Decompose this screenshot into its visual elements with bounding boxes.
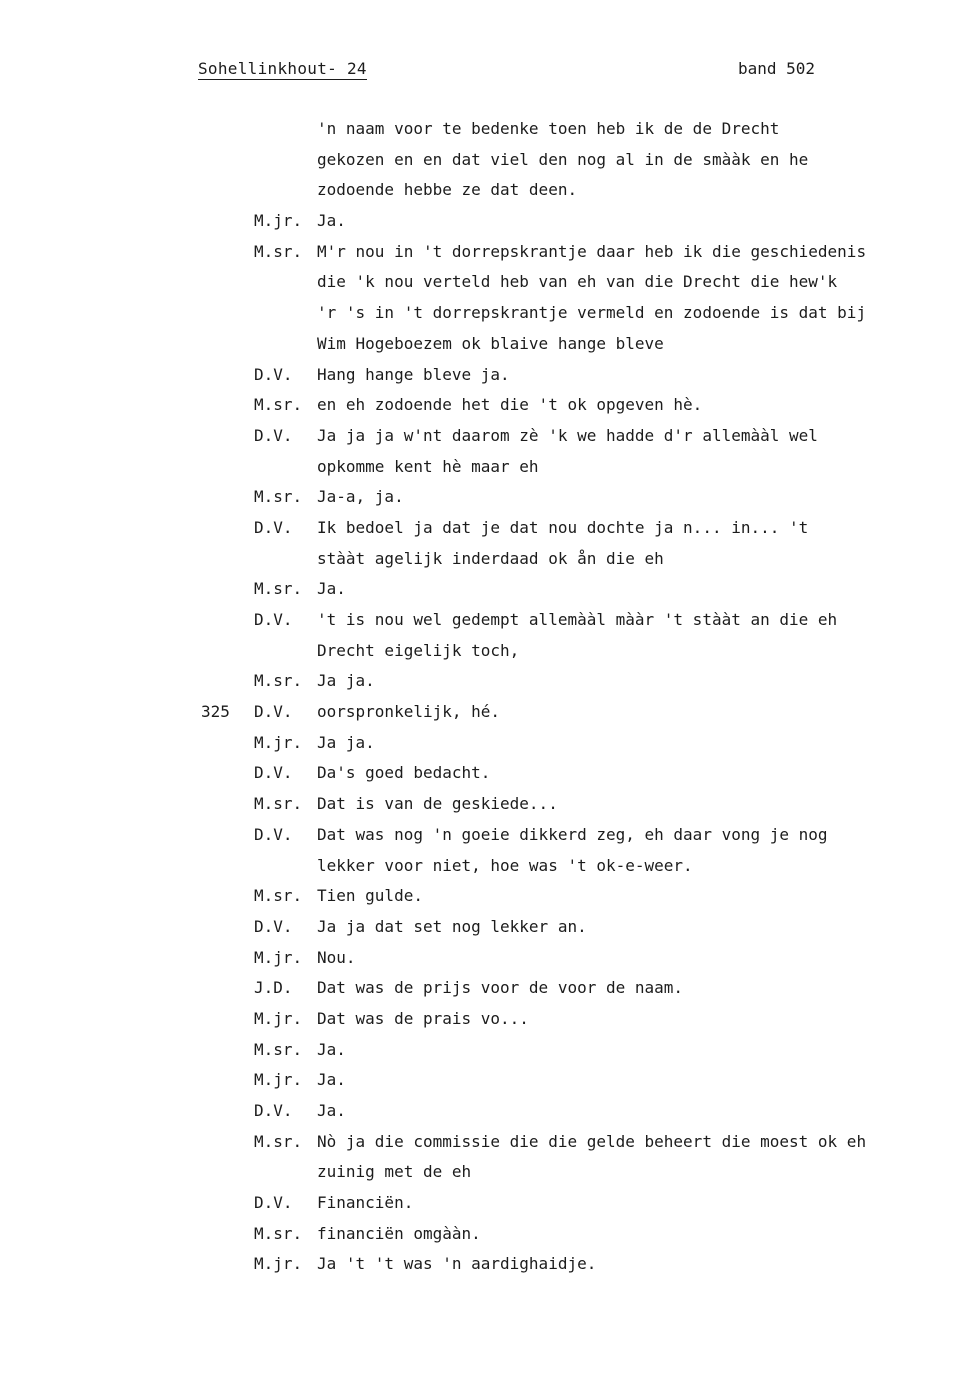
- utterance-text: Ja ja.: [317, 732, 375, 752]
- utterance-text: Hang hange bleve ja.: [317, 364, 510, 384]
- transcript-line: [0, 118, 979, 149]
- utterance-text: Dat was de prais vo...: [317, 1008, 529, 1028]
- transcript-line: [0, 486, 979, 517]
- speaker-label: D.V.: [254, 824, 293, 844]
- transcript-line: [0, 517, 979, 548]
- speaker-label: D.V.: [254, 1193, 293, 1213]
- speaker-label: M.sr.: [254, 1223, 303, 1243]
- transcript-line: [0, 609, 979, 640]
- utterance-text: Ja-a, ja.: [317, 487, 404, 507]
- speaker-label: M.jr.: [254, 947, 303, 967]
- utterance-text: Da's goed bedacht.: [317, 763, 491, 783]
- utterance-text: Dat is van de geskiede...: [317, 794, 558, 814]
- transcript-line: [0, 149, 979, 180]
- transcript-line: [0, 1161, 979, 1192]
- speaker-label: D.V.: [254, 763, 293, 783]
- transcript-line: [0, 241, 979, 272]
- document-title: Sohellinkhout- 24: [198, 59, 367, 78]
- utterance-text: Ja.: [317, 1039, 346, 1059]
- speaker-label: D.V.: [254, 364, 293, 384]
- utterance-text: Ja.: [317, 1070, 346, 1090]
- transcript-line: [0, 855, 979, 886]
- transcript-line: [0, 578, 979, 609]
- speaker-label: M.sr.: [254, 1039, 303, 1059]
- utterance-text: Ja.: [317, 211, 346, 231]
- speaker-label: D.V.: [254, 916, 293, 936]
- transcript-line: [0, 916, 979, 947]
- utterance-text: Drecht eigelijk toch,: [317, 640, 520, 660]
- utterance-text: Tien gulde.: [317, 886, 423, 906]
- transcript-line: [0, 670, 979, 701]
- speaker-label: M.sr.: [254, 487, 303, 507]
- utterance-text: Dat was nog 'n goeie dikkerd zeg, eh daar vong je nog: [317, 824, 828, 844]
- utterance-text: Financiën.: [317, 1193, 414, 1213]
- line-number: 325: [201, 702, 230, 722]
- utterance-text: Nou.: [317, 947, 356, 967]
- utterance-text: en eh zodoende het die 't ok opgeven hè.: [317, 395, 703, 415]
- transcript-line: [0, 548, 979, 579]
- speaker-label: M.jr.: [254, 732, 303, 752]
- transcript-line: [0, 179, 979, 210]
- utterance-text: die 'k nou verteld heb van eh van die Drecht die hew'k: [317, 272, 838, 292]
- transcript-line: [0, 456, 979, 487]
- utterance-text: Ja ja dat set nog lekker an.: [317, 916, 587, 936]
- transcript-line: [0, 640, 979, 671]
- utterance-text: Ja 't 't was 'n aardighaidje.: [317, 1254, 597, 1274]
- utterance-text: oorspronkelijk, hé.: [317, 702, 501, 722]
- speaker-label: M.jr.: [254, 1070, 303, 1090]
- transcript-line: [0, 1069, 979, 1100]
- speaker-label: M.sr.: [254, 579, 303, 599]
- utterance-text: Ik bedoel ja dat je dat nou dochte ja n... in... 't: [317, 517, 809, 537]
- transcript-lines: [0, 118, 979, 1284]
- speaker-label: D.V.: [254, 610, 293, 629]
- transcript-line: [0, 1131, 979, 1162]
- transcript-line: [0, 364, 979, 395]
- tape-number: band 502: [738, 59, 816, 78]
- speaker-label: M.jr.: [254, 1008, 303, 1028]
- utterance-text: gekozen en en dat viel den nog al in de smààk en he: [317, 149, 809, 169]
- utterance-text: 'n naam voor te bedenke toen heb ik de de Drecht: [317, 119, 780, 138]
- speaker-label: M.sr.: [254, 886, 303, 906]
- transcript-line: [0, 394, 979, 425]
- speaker-label: M.sr.: [254, 1131, 303, 1151]
- transcript-line: [0, 947, 979, 978]
- speaker-label: M.sr.: [254, 671, 303, 691]
- speaker-label: M.jr.: [254, 211, 303, 231]
- utterance-text: M'r nou in 't dorrepskrantje daar heb ik die geschiedenis: [317, 241, 867, 261]
- transcript-line: [0, 885, 979, 916]
- utterance-text: Ja ja.: [317, 671, 375, 691]
- utterance-text: Ja ja ja w'nt daarom zè 'k we hadde d'r allemààl wel: [317, 425, 818, 445]
- transcript-line: [0, 271, 979, 302]
- transcript-line: [0, 762, 979, 793]
- utterance-text: 't is nou wel gedempt allemààl mààr 't stààt an die eh: [317, 610, 838, 629]
- transcript-line: [0, 425, 979, 456]
- transcript-line: [0, 1100, 979, 1131]
- speaker-label: M.sr.: [254, 395, 303, 415]
- transcript-line: [0, 1223, 979, 1254]
- speaker-label: D.V.: [254, 517, 293, 537]
- transcript-line: [0, 701, 979, 732]
- transcript-line: [0, 977, 979, 1008]
- utterance-text: Ja.: [317, 1101, 346, 1120]
- transcript-line: [0, 302, 979, 333]
- transcript-line: [0, 1192, 979, 1223]
- utterance-text: stààt agelijk inderdaad ok ån die eh: [317, 548, 664, 568]
- transcript-line: [0, 1008, 979, 1039]
- transcript-line: [0, 1039, 979, 1070]
- utterance-text: lekker voor niet, hoe was 't ok-e-weer.: [317, 855, 693, 875]
- transcript-line: [0, 1253, 979, 1284]
- transcript-line: [0, 333, 979, 364]
- utterance-text: opkomme kent hè maar eh: [317, 456, 539, 476]
- utterance-text: 'r 's in 't dorrepskrantje vermeld en zodoende is dat bij: [317, 303, 867, 323]
- utterance-text: Wim Hogeboezem ok blaive hange bleve: [317, 333, 664, 353]
- speaker-label: D.V.: [254, 425, 293, 445]
- utterance-text: zuinig met de eh: [317, 1162, 472, 1182]
- speaker-label: D.V.: [254, 702, 293, 722]
- speaker-label: M.sr.: [254, 241, 303, 261]
- utterance-text: zodoende hebbe ze dat deen.: [317, 180, 578, 200]
- utterance-text: Ja.: [317, 579, 346, 599]
- transcript-line: [0, 793, 979, 824]
- utterance-text: financiën omgààn.: [317, 1223, 481, 1243]
- speaker-label: D.V.: [254, 1101, 293, 1120]
- speaker-label: J.D.: [254, 978, 293, 998]
- utterance-text: Dat was de prijs voor de voor de naam.: [317, 978, 684, 998]
- utterance-text: Nò ja die commissie die die gelde beheert die moest ok eh: [317, 1131, 867, 1151]
- transcript-line: [0, 732, 979, 763]
- speaker-label: M.sr.: [254, 794, 303, 814]
- transcript-line: [0, 824, 979, 855]
- speaker-label: M.jr.: [254, 1254, 303, 1274]
- transcript-line: [0, 210, 979, 241]
